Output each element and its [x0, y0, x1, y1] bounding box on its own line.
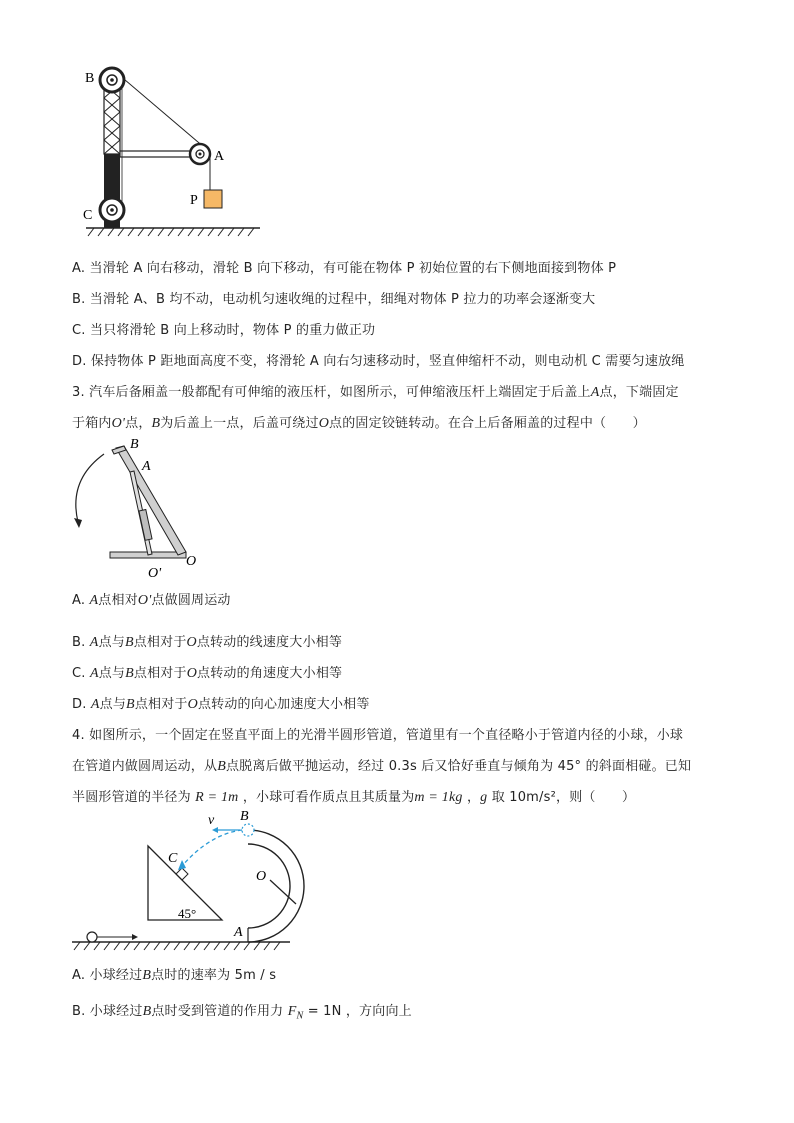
label-o: O	[256, 869, 267, 884]
label-b: B	[130, 437, 139, 452]
q3-option-c: C. A点与B点相对于O点转动的角速度大小相等	[72, 666, 343, 681]
label-a: A	[142, 459, 151, 474]
q4-stem-line2: 在管道内做圆周运动，从B点脱离后做平抛运动，经过 0.3s 后又恰好垂直与倾角为 45° 的斜面相碰。已知	[72, 759, 692, 774]
figure-trunk-lid	[62, 436, 212, 584]
q3-option-a: A. A点相对O'点做圆周运动	[72, 593, 231, 608]
label-b: B	[85, 71, 95, 86]
q4-option-b: B. 小球经过B点时受到管道的作用力 $F_N = 1N$ ，方向向上	[72, 1004, 412, 1022]
q2-option-c: C. 当只将滑轮 B 向上移动时，物体 P 的重力做正功	[72, 323, 376, 338]
figure-semicircle-pipe	[70, 808, 330, 958]
label-a: A	[234, 925, 243, 940]
q3-option-d: D. A点与B点相对于O点转动的向心加速度大小相等	[72, 697, 370, 712]
label-o-prime: O'	[148, 566, 162, 581]
q3-stem-line2: 于箱内O'点，B为后盖上一点，后盖可绕过O点的固定铰链转动。在合上后备厢盖的过程中（ ）	[72, 416, 646, 431]
q2-option-d: D. 保持物体 P 距地面高度不变，将滑轮 A 向右匀速移动时，竖直伸缩杆不动，则电动机 C 需要匀速放绳	[72, 354, 685, 369]
q4-option-a: A. 小球经过B点时的速率为 5m / s	[72, 968, 277, 983]
q4-stem-line3: 半圆形管道的半径为 R = 1m ，小球可看作质点且其质量为m = 1kg ，g 取 10m/s²，则（ ）	[72, 790, 636, 805]
label-b: B	[240, 809, 249, 824]
q4-stem-line1: 4. 如图所示，一个固定在竖直平面上的光滑半圆形管道，管道里有一个直径略小于管道内径的小球，小球	[72, 728, 684, 743]
q2-option-b: B. 当滑轮 A、B 均不动，电动机匀速收绳的过程中，细绳对物体 P 拉力的功率会逐渐变大	[72, 292, 596, 307]
label-o: O	[186, 554, 197, 569]
label-c: C	[168, 851, 178, 866]
label-v: v	[208, 813, 215, 828]
q3-stem-line1: 3. 汽车后备厢盖一般都配有可伸缩的液压杆，如图所示，可伸缩液压杆上端固定于后盖上A点，下端固定	[72, 385, 679, 400]
figure-pulley-tower	[80, 62, 260, 242]
q2-option-a: A. 当滑轮 A 向右移动，滑轮 B 向下移动，有可能在物体 P 初始位置的右下侧地面接到物体 P	[72, 261, 617, 276]
label-p: P	[190, 193, 198, 208]
label-angle: 45°	[178, 906, 197, 921]
label-c: C	[83, 208, 93, 223]
q3-option-b: B. A点与B点相对于O点转动的线速度大小相等	[72, 635, 343, 650]
label-a: A	[214, 149, 225, 164]
